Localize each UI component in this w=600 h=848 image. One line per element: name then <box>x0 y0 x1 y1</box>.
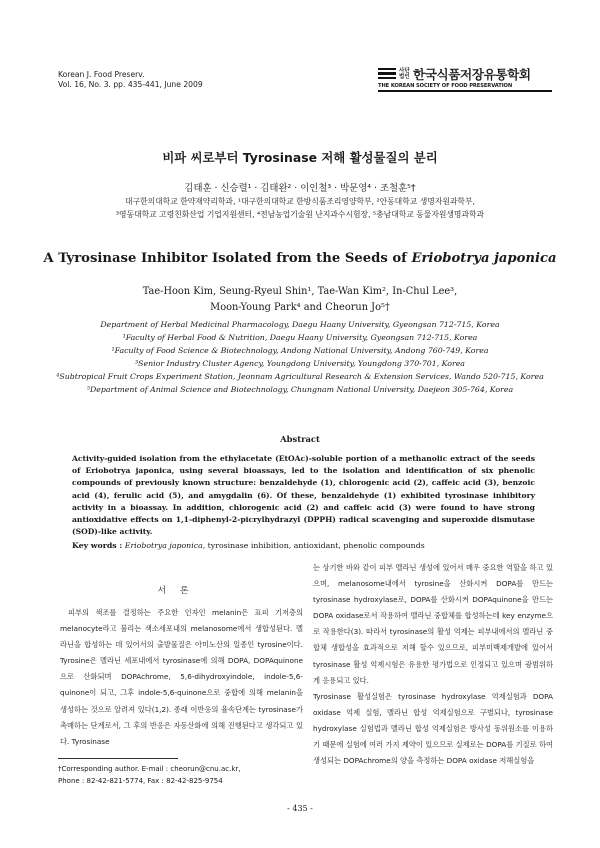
english-title-main: A Tyrosinase Inhibitor Isolated from the Seeds of <box>43 251 412 266</box>
english-authors-line: Moon-Young Park⁴ and Cheorun Jo⁵† <box>210 302 390 313</box>
intro-paragraph: 피부의 색조를 결정하는 주요한 인자인 melanin은 표피 기저층의 melanocyte라고 불리는 색소세포내의 melanosome에서 생합성된다. 멜라닌을 합성하는 데 있어서의 출발물질은 아미노산의 일종인 tyrosine이다. Tyrosine은 멜라닌 세포내에서 tyrosinase에 의해 DOPA, DOPAquinone으로 산화되며 DOPAchrome, 5,6-dihydroxyindole, indole-5,6-quinone이 되고, 그후 indole-5,6-quinone으로 중합에 의해 melanin을 생성하는 것으로 알려져 있다(1,2). 종래 이반응의 율속단계는 tyrosinase가 촉매하는 단계로서, 그 후의 반응은 자동산화에 의해 진행된다고 생각되고 있다. Tyrosinase <box>60 608 303 746</box>
society-type-label: 사단법인 <box>399 67 410 80</box>
keywords-list: , tyrosinase inhibition, antioxidant, phenolic compounds <box>202 541 425 550</box>
page-number: - 435 - <box>287 804 313 813</box>
abstract-heading: Abstract <box>280 434 320 444</box>
society-divider <box>378 90 552 92</box>
keywords-label: Key words : <box>72 541 123 550</box>
society-logo-icon <box>378 68 396 80</box>
korean-affiliation-line: 대구한의대학교 한약재약리학과, ¹대구한의대학교 한방식품조리영양학부, ²안동대학교 생명자원과학부, <box>125 197 475 206</box>
footnote-divider <box>58 758 178 759</box>
english-authors-line: Tae-Hoon Kim, Seung-Ryeul Shin¹, Tae-Wan Kim², In-Chul Lee³, <box>142 286 458 297</box>
society-name: 한국식품저장유통학회 <box>413 67 531 82</box>
abstract-body: Activity-guided isolation from the ethylacetate (EtOAc)-soluble portion of a methanolic extract of the seeds of Eriobotrya japonica, using several bioassays, led to the isolation and identification of six phenolic compounds of previously known structure: benzaldehyde (1), chlorogenic acid (2), caffeic acid (3), benzoic acid (4), ferulic acid (5), and amygdalin (6). Of these, benzaldehyde (1) exhibited tyrosinase inhibitory activity in a bioassay. In addition, chlorogenic acid (2) and caffeic acid (3) were found to have strong antioxidative effects on 1,1-diphenyl-2-picrylhydrazyl (DPPH) radical scavenging and superoxide dismutase (SOD)-like activity. <box>72 454 535 537</box>
korean-title: 비파 씨로부터 Tyrosinase 저해 활성물질의 분리 <box>162 150 438 165</box>
society-header <box>378 66 552 92</box>
english-affiliation-line: Department of Herbal Medicinal Pharmacology, Daegu Haany University, Gyeongsan 712-715, Korea <box>100 320 500 329</box>
english-affiliation-line: ³Senior Industry Cluster Agency, Youngdong University, Youngdong 370-701, Korea <box>135 359 465 368</box>
footnote-phone-fax: Phone : 82-42-821-5774, Fax : 82-42-825-9754 <box>58 777 223 785</box>
journal-volume: Vol. 16, No. 3. pp. 435-441, June 2009 <box>58 80 203 89</box>
intro-paragraph: 는 상기한 바와 같이 피부 멜라닌 생성에 있어서 매우 중요한 역할을 하고 있으며, melanosome내에서 tyrosine을 산화시켜 DOPA를 만드는 tyrosinase hydroxylase로, DOPA를 산화시켜 DOPAquinone을 만드는 DOPA oxidase로서 작용하여 멜라닌 중합체를 합성하는데 key enzyme으로 작용한다(3). 따라서 tyrosinase의 활성 억제는 피부내에서의 멜라닌 중합체 생합성을 효과적으로 저해 할수 있으므로, 피부미백제개발에 있어서 tyrosinase 활성 억제시험은 유용한 평가법으로 인정되고 있으며 광범위하게 응용되고 있다. <box>313 563 553 685</box>
english-title <box>0 251 600 266</box>
society-english-name: THE KOREAN SOCIETY OF FOOD PRESERVATION <box>378 83 513 89</box>
intro-paragraph: Tyrosinase 활성실험은 tyrosinase hydroxylase 억제실험과 DOPA oxidase 억제 실험, 멜라닌 합성 억제실험으로 구별되나, tyrosinase hydroxylase 실험법과 멜라닌 합성 억제실험은 방사성 동위원소를 이용하기 때문에 실험에 여러 가지 제약이 있으므로 실제로는 DOPA를 기질로 하여 생성되는 DOPAchrome의 양을 측정하는 DOPA oxidase 저해실험을 <box>313 691 553 766</box>
corresponding-author-footnote <box>58 763 318 787</box>
keywords-species: Eriobotrya japonica <box>124 541 203 550</box>
footnote-email: †Corresponding author. E-mail : cheorun@cnu.ac.kr, <box>58 765 241 773</box>
left-column <box>60 605 303 750</box>
introduction-heading: 서론 <box>157 586 203 596</box>
korean-authors: 김태훈 · 신승렬¹ · 김태완² · 이인철³ · 박문영⁴ · 조철훈⁵† <box>184 183 416 194</box>
journal-name: Korean J. Food Preserv. <box>58 70 145 79</box>
english-affiliation-line: ⁴Subtropical Fruit Crops Experiment Station, Jeonnam Agricultural Research & Extension Services, Wando 520-715, Korea <box>56 372 544 381</box>
english-affiliation-line: ¹Faculty of Herbal Food & Nutrition, Daegu Haany University, Gyeongsan 712-715, Korea <box>122 333 478 342</box>
english-title-species: Eriobotrya japonica <box>411 251 557 266</box>
journal-citation <box>58 70 203 90</box>
korean-affiliation-line: ³영동대학교 고령친화산업 기업지원센터, ⁴전남농업기술원 난지과수시험장, ⁵충남대학교 동물자원생명과학과 <box>115 210 485 219</box>
english-affiliation-line: ⁵Department of Animal Science and Biotechnology, Chungnam National University, Daejeon 305-764, Korea <box>86 385 514 394</box>
right-column <box>313 560 553 769</box>
english-affiliation-line: ¹Faculty of Food Science & Biotechnology, Andong National University, Andong 760-749, Korea <box>111 346 489 355</box>
keywords <box>72 541 542 550</box>
